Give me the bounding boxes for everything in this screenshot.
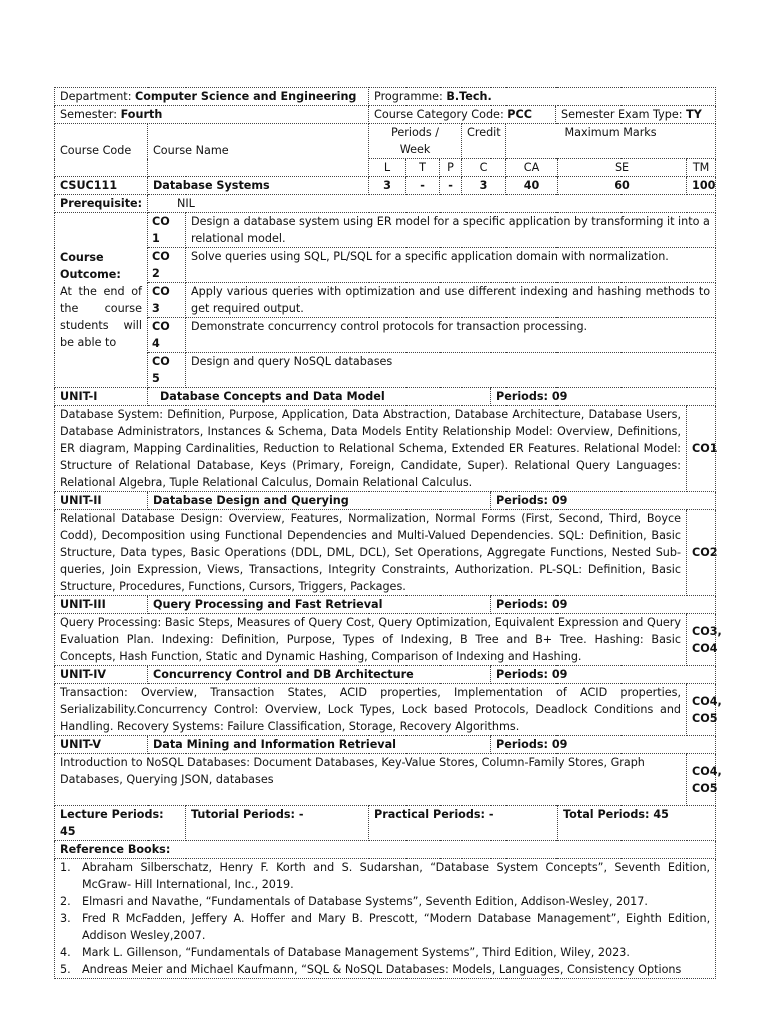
outcome-row-3 <box>55 283 716 318</box>
unit-4-title: Concurrency Control and DB Architecture <box>148 666 491 684</box>
unit-5-title: Data Mining and Information Retrieval <box>148 736 491 754</box>
outcome-label: Course Outcome: <box>60 251 121 281</box>
lecture-periods: Lecture Periods: 45 <box>55 806 186 841</box>
outcome-row-4 <box>55 318 716 353</box>
semester-value: Fourth <box>120 108 163 121</box>
unit-4-co: CO4, CO5 <box>687 684 716 736</box>
course-row <box>55 177 716 195</box>
prerequisite-row <box>55 195 716 213</box>
outcome-intro: At the end of the course students will be able to <box>60 285 142 349</box>
unit-4-header <box>55 666 716 684</box>
column-header-row <box>55 124 716 159</box>
co-text-1: Design a database system using ER model for a specific application by transforming it into a relational model. <box>186 213 716 248</box>
category-label: Course Category Code: <box>374 108 504 121</box>
exam-type-value: TY <box>686 108 702 121</box>
unit-2-label: UNIT-II <box>55 492 148 510</box>
course-ca: 40 <box>506 177 558 195</box>
co-text-3: Apply various queries with optimization and use different indexing and hashing methods to get required output. <box>186 283 716 318</box>
unit-3-body <box>55 614 716 666</box>
department-value: Computer Science and Engineering <box>135 90 357 103</box>
header-row-2 <box>55 106 716 124</box>
references-row <box>55 859 716 979</box>
unit-3-header <box>55 596 716 614</box>
syllabus-table <box>54 87 722 979</box>
unit-5-content: Introduction to NoSQL Databases: Document Databases, Key-Value Stores, Column-Family Stores, Graph Databases, Querying JSON, databases <box>55 754 687 806</box>
outcome-row-5 <box>55 353 716 388</box>
co-code-5: CO 5 <box>148 353 186 388</box>
t-header: T <box>406 159 440 177</box>
outcome-row-2 <box>55 248 716 283</box>
practical-periods: Practical Periods: - <box>369 806 558 841</box>
unit-2-co: CO2 <box>687 510 716 596</box>
semester-label: Semester: <box>60 108 118 121</box>
semester-cell <box>55 106 369 124</box>
co-code-3: CO 3 <box>148 283 186 318</box>
ca-header: CA <box>506 159 558 177</box>
co-code-1: CO 1 <box>148 213 186 248</box>
references-label: Reference Books: <box>55 841 716 859</box>
periods-week-header: Periods / Week <box>369 124 462 159</box>
unit-5-label: UNIT-V <box>55 736 148 754</box>
unit-3-co: CO3, CO4 <box>687 614 716 666</box>
co-text-4: Demonstrate concurrency control protocols for transaction processing. <box>186 318 716 353</box>
totals-row <box>55 806 716 841</box>
programme-value: B.Tech. <box>446 90 492 103</box>
unit-4-content: Transaction: Overview, Transaction States, ACID properties, Implementation of ACID properties, Serializability.Concurrency Control: Overview, Lock Types, Lock based Protocols, Deadlock Conditions and Handling. Recovery Systems: Failure Classification, Storage, Recovery Algorithms. <box>55 684 687 736</box>
total-periods: Total Periods: 45 <box>558 806 716 841</box>
programme-label: Programme: <box>374 90 443 103</box>
unit-1-label: UNIT-I <box>55 388 148 406</box>
prerequisite-label: Prerequisite: <box>55 195 148 213</box>
tm-header: TM <box>687 159 716 177</box>
syllabus-document <box>54 87 722 979</box>
course-l: 3 <box>369 177 406 195</box>
category-value: PCC <box>507 108 532 121</box>
unit-3-label: UNIT-III <box>55 596 148 614</box>
unit-2-title: Database Design and Querying <box>148 492 491 510</box>
credit-header: Credit <box>462 124 506 159</box>
unit-5-periods: Periods: 09 <box>491 736 716 754</box>
unit-4-body <box>55 684 716 736</box>
unit-1-content: Database System: Definition, Purpose, Application, Data Abstraction, Database Architecture, Database Users, Database Administrators, Instances & Schema, Data Models Entity Relationship Model: Overview, Definitions, ER diagram, Mapping Cardinalities, Reduction to Relational Schema, Extended ER Features. Relational Model: Structure of Relational Database, Keys (Primary, Foreign, Candidate, Super). Relational Query Languages: Relational Algebra, Tuple Relational Calculus, Domain Relational Calculus. <box>55 406 687 492</box>
unit-1-periods: Periods: 09 <box>491 388 716 406</box>
unit-2-periods: Periods: 09 <box>491 492 716 510</box>
exam-type-label: Semester Exam Type: <box>561 108 683 121</box>
category-cell <box>369 106 556 124</box>
c-header: C <box>462 159 506 177</box>
course-t: - <box>406 177 440 195</box>
references-header-row <box>55 841 716 859</box>
course-tm: 100 <box>687 177 716 195</box>
course-code-header: Course Code <box>55 124 148 177</box>
co-text-5: Design and query NoSQL databases <box>186 353 716 388</box>
reference-item: 2. Elmasri and Navathe, “Fundamentals of Database Systems”, Seventh Edition, Addison-Wesley, 2017. <box>60 895 648 908</box>
course-c: 3 <box>462 177 506 195</box>
reference-item: 4. Mark L. Gillenson, “Fundamentals of Database Management Systems”, Third Edition, Wiley, 2023. <box>60 946 630 959</box>
se-header: SE <box>558 159 687 177</box>
unit-2-content: Relational Database Design: Overview, Features, Normalization, Normal Forms (First, Second, Third, Boyce Codd), Decomposition using Functional Dependencies and Multi-Valued Dependencies. SQL: Definition, Basic Structure, Data types, Basic Operations (DDL, DML, DCL), Set Operations, Aggregate Functions, Nested Sub-queries, Join Expression, Views, Transactions, Integrity Constraints, Authorization. PL-SQL: Definition, Basic Structure, Procedures, Functions, Cursors, Triggers, Packages. <box>55 510 687 596</box>
co-code-2: CO 2 <box>148 248 186 283</box>
unit-4-periods: Periods: 09 <box>491 666 716 684</box>
course-p: - <box>440 177 462 195</box>
co-text-2: Solve queries using SQL, PL/SQL for a specific application domain with normalization. <box>186 248 716 283</box>
course-se: 60 <box>558 177 687 195</box>
tutorial-periods: Tutorial Periods: - <box>186 806 369 841</box>
unit-3-periods: Periods: 09 <box>491 596 716 614</box>
references-list <box>60 859 710 978</box>
unit-5-body <box>55 754 716 806</box>
reference-item: 1. Abraham Silberschatz, Henry F. Korth and S. Sudarshan, “Database System Concepts”, Seventh Edition, McGraw- Hill International, Inc., 2019. <box>60 861 711 891</box>
course-code: CSUC111 <box>55 177 148 195</box>
max-marks-header: Maximum Marks <box>506 124 716 159</box>
header-row-1 <box>55 88 716 106</box>
course-name-header: Course Name <box>148 124 369 177</box>
unit-1-body <box>55 406 716 492</box>
outcome-row-1 <box>55 213 716 248</box>
department-label: Department: <box>60 90 132 103</box>
unit-1-header <box>55 388 716 406</box>
unit-5-header <box>55 736 716 754</box>
unit-4-label: UNIT-IV <box>55 666 148 684</box>
department-cell <box>55 88 369 106</box>
unit-1-co: CO1 <box>687 406 716 492</box>
unit-5-co: CO4, CO5 <box>687 754 716 806</box>
p-header: P <box>440 159 462 177</box>
unit-3-content: Query Processing: Basic Steps, Measures of Query Cost, Query Optimization, Equivalent Expression and Query Evaluation Plan. Indexing: Definition, Purpose, Types of Indexing, B Tree and B+ Tree. Hashing: Basic Concepts, Hash Function, Static and Dynamic Hashing, Comparison of Indexing and Hashing. <box>55 614 687 666</box>
co-code-4: CO 4 <box>148 318 186 353</box>
reference-item: 3. Fred R McFadden, Jeffery A. Hoffer and Mary B. Prescott, “Modern Database Management”, Eighth Edition, Addison Wesley,2007. <box>60 912 711 942</box>
programme-cell <box>369 88 716 106</box>
exam-type-cell <box>556 106 716 124</box>
prerequisite-value: NIL <box>148 195 716 213</box>
references-cell <box>55 859 716 979</box>
l-header: L <box>369 159 406 177</box>
course-name: Database Systems <box>148 177 369 195</box>
outcome-label-cell <box>55 213 148 388</box>
unit-1-title: Database Concepts and Data Model <box>148 388 491 406</box>
unit-3-title: Query Processing and Fast Retrieval <box>148 596 491 614</box>
unit-2-body <box>55 510 716 596</box>
unit-2-header <box>55 492 716 510</box>
reference-item: 5. Andreas Meier and Michael Kaufmann, “SQL & NoSQL Databases: Models, Languages, Consistency Options <box>60 963 682 976</box>
